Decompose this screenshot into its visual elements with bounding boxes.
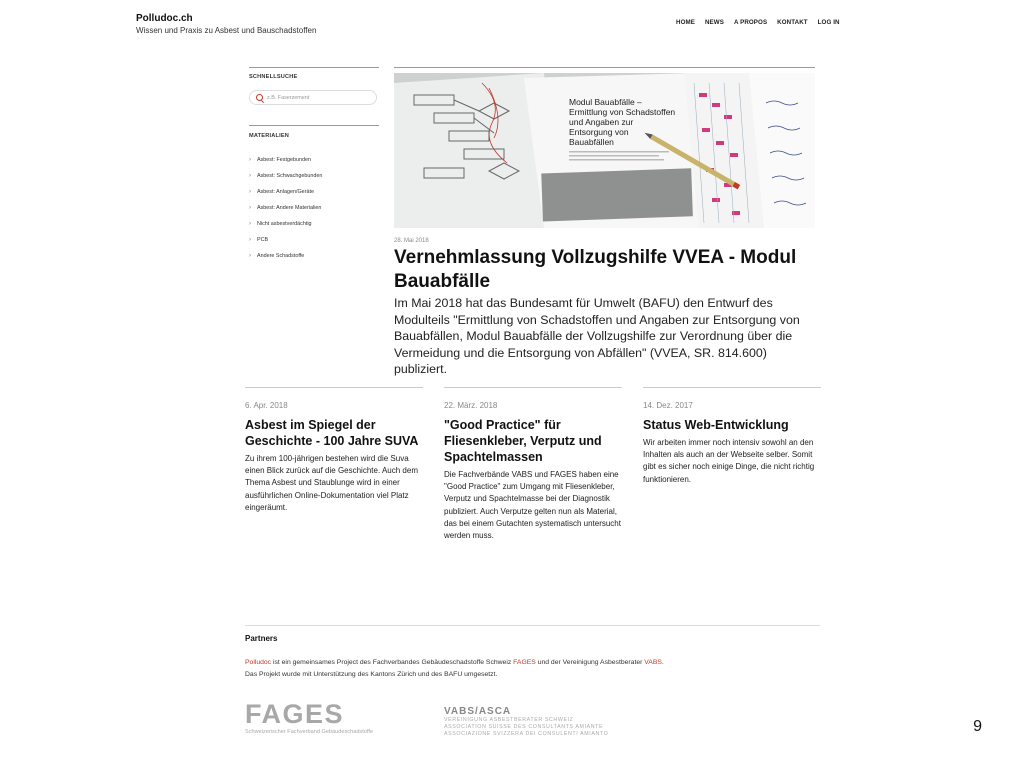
news-card [643,387,821,486]
card-divider [643,387,821,388]
card-date: 6. Apr. 2018 [245,401,288,410]
sidebar-item-asbest-schwachgebunden[interactable]: › Asbest: Schwachgebunden [249,173,323,179]
sidebar-divider [249,67,379,68]
nav-log-in[interactable]: LOG IN [817,19,840,26]
hero-date: 28. Mai 2018 [394,238,429,244]
partners-divider [245,625,820,626]
sidebar-divider [249,125,379,126]
hero-excerpt: Im Mai 2018 hat das Bundesamt für Umwelt (BAFU) den Entwurf des Modulteils "Ermittlung von Schadstoffen und Angaben zur Entsorgung von Bauabfällen, Modul Bauabfälle der Vollzugshilfe zur Verordnung über die Vermeidung und die Entsorgung von Abfällen" (VVEA, SR. 814.600) publiziert. [394,296,800,377]
fages-logo[interactable] [245,700,373,735]
nav-kontakt[interactable]: KONTAKT [777,19,808,26]
chevron-right-icon: › [249,205,251,211]
sidebar-item-asbest-anlagen[interactable]: › Asbest: Anlagen/Geräte [249,189,314,195]
vabs-logo-line: ASSOCIAZIONE SVIZZERA DEI CONSULENTI AMIANTO [444,731,609,737]
sidebar-item-pcb[interactable]: › PCB [249,237,269,243]
hero-booklet-title: Bauabfällen [569,137,614,147]
card-divider [245,387,423,388]
sidebar-item-asbest-festgebunden[interactable]: › Asbest: Festgebunden [249,157,311,163]
main-nav [676,19,840,26]
vabs-logo-line: ASSOCIATION SUISSE DES CONSULTANTS AMIANTE [444,724,604,730]
hero-image[interactable] [394,73,815,228]
card-excerpt: Die Fachverbände VABS und FAGES haben eine "Good Practice" zum Umgang mit Fliesenkleber, Verputz und Spachtelmasse bei der Diagnostik publiziert. Auch Verputze gelten nun als Material, das bei einem Gutachten systematisch untersucht werden muss. [444,470,621,541]
chevron-right-icon: › [249,189,251,195]
nav-news[interactable]: NEWS [704,19,724,26]
hero-booklet-title: Modul Bauabfälle – [569,97,642,107]
chevron-right-icon: › [249,173,251,179]
chevron-right-icon: › [249,157,251,163]
hero-booklet-title: Entsorgung von [569,127,629,137]
card-date: 22. März. 2018 [444,401,498,410]
card-excerpt: Wir arbeiten immer noch intensiv sowohl an den Inhalten als auch an der Webseite selber. Somit gibt es sicher noch einige Dinge, die nicht richtig funktionieren. [643,438,815,484]
content-divider [394,67,815,68]
chevron-right-icon: › [249,253,251,259]
news-card [444,387,622,542]
materials-heading: MATERIALIEN [249,133,290,139]
partners-text: Polludoc ist ein gemeinsames Project des Fachverbandes Gebäudeschadstoffe Schweiz FAGES und der Vereinigung Asbestberater VABS. Das Projekt wurde mit Unterstützung des Kantons Zürich und des BAFU umgesetzt. [245,659,664,678]
sidebar-item-asbest-andere[interactable]: › Asbest: Andere Materialien [249,205,322,211]
sidebar-item-andere-schadstoffe[interactable]: › Andere Schadstoffe [249,253,305,259]
card-title[interactable]: "Good Practice" für Fliesenkleber, Verputz und Spachtelmassen [444,418,602,464]
search-icon [256,94,263,101]
page-number: 9 [973,718,982,735]
search-heading: SCHNELLSUCHE [249,74,298,80]
hero-title[interactable]: Vernehmlassung Vollzugshilfe VVEA - Modul Bauabfälle [394,247,797,292]
polludoc-link[interactable]: Polludoc [245,659,272,666]
hero-photo [394,73,815,228]
news-card [245,387,423,514]
fages-logo-sub: Schweizerischer Fachverband Gebäudeschadstoffe [245,729,374,735]
site-title[interactable]: Polludoc.ch [136,13,193,24]
nav-a-propos[interactable]: A PROPOS [733,19,768,26]
sidebar-item-nicht-asbest[interactable]: › Nicht asbestverdächtig [249,221,312,227]
hero-booklet-title: und Angaben zur [569,117,634,127]
card-divider [444,387,622,388]
card-excerpt: Zu ihrem 100-jährigen bestehen wird die Suva einen Blick zurück auf die Geschichte. Auch dem Thema Asbest und Staublunge wird in einer ausführlichen Online-Dokumentation viel Platz eingeräumt. [245,454,418,512]
partners-heading: Partners [245,634,278,643]
materials-list [249,152,379,264]
vabs-logo-word: VABS/ASCA [444,706,512,717]
fages-link[interactable]: FAGES [513,659,536,666]
fages-logo-word: FAGES [245,699,345,729]
search-box[interactable] [249,90,377,105]
vabs-link[interactable]: VABS [644,659,662,666]
hero-booklet-title: Ermittlung von Schadstoffen [569,107,676,117]
nav-home[interactable]: HOME [676,19,695,26]
card-title[interactable]: Status Web-Entwicklung [643,418,789,432]
search-input[interactable] [267,93,367,102]
site-tagline: Wissen und Praxis zu Asbest und Bauschadstoffen [136,26,317,35]
card-title[interactable]: Asbest im Spiegel der Geschichte - 100 Jahre SUVA [245,418,419,448]
chevron-right-icon: › [249,237,251,243]
vabs-logo[interactable] [444,706,608,738]
card-date: 14. Dez. 2017 [643,401,693,410]
vabs-logo-line: VEREINIGUNG ASBESTBERATER SCHWEIZ [444,717,574,723]
chevron-right-icon: › [249,221,251,227]
